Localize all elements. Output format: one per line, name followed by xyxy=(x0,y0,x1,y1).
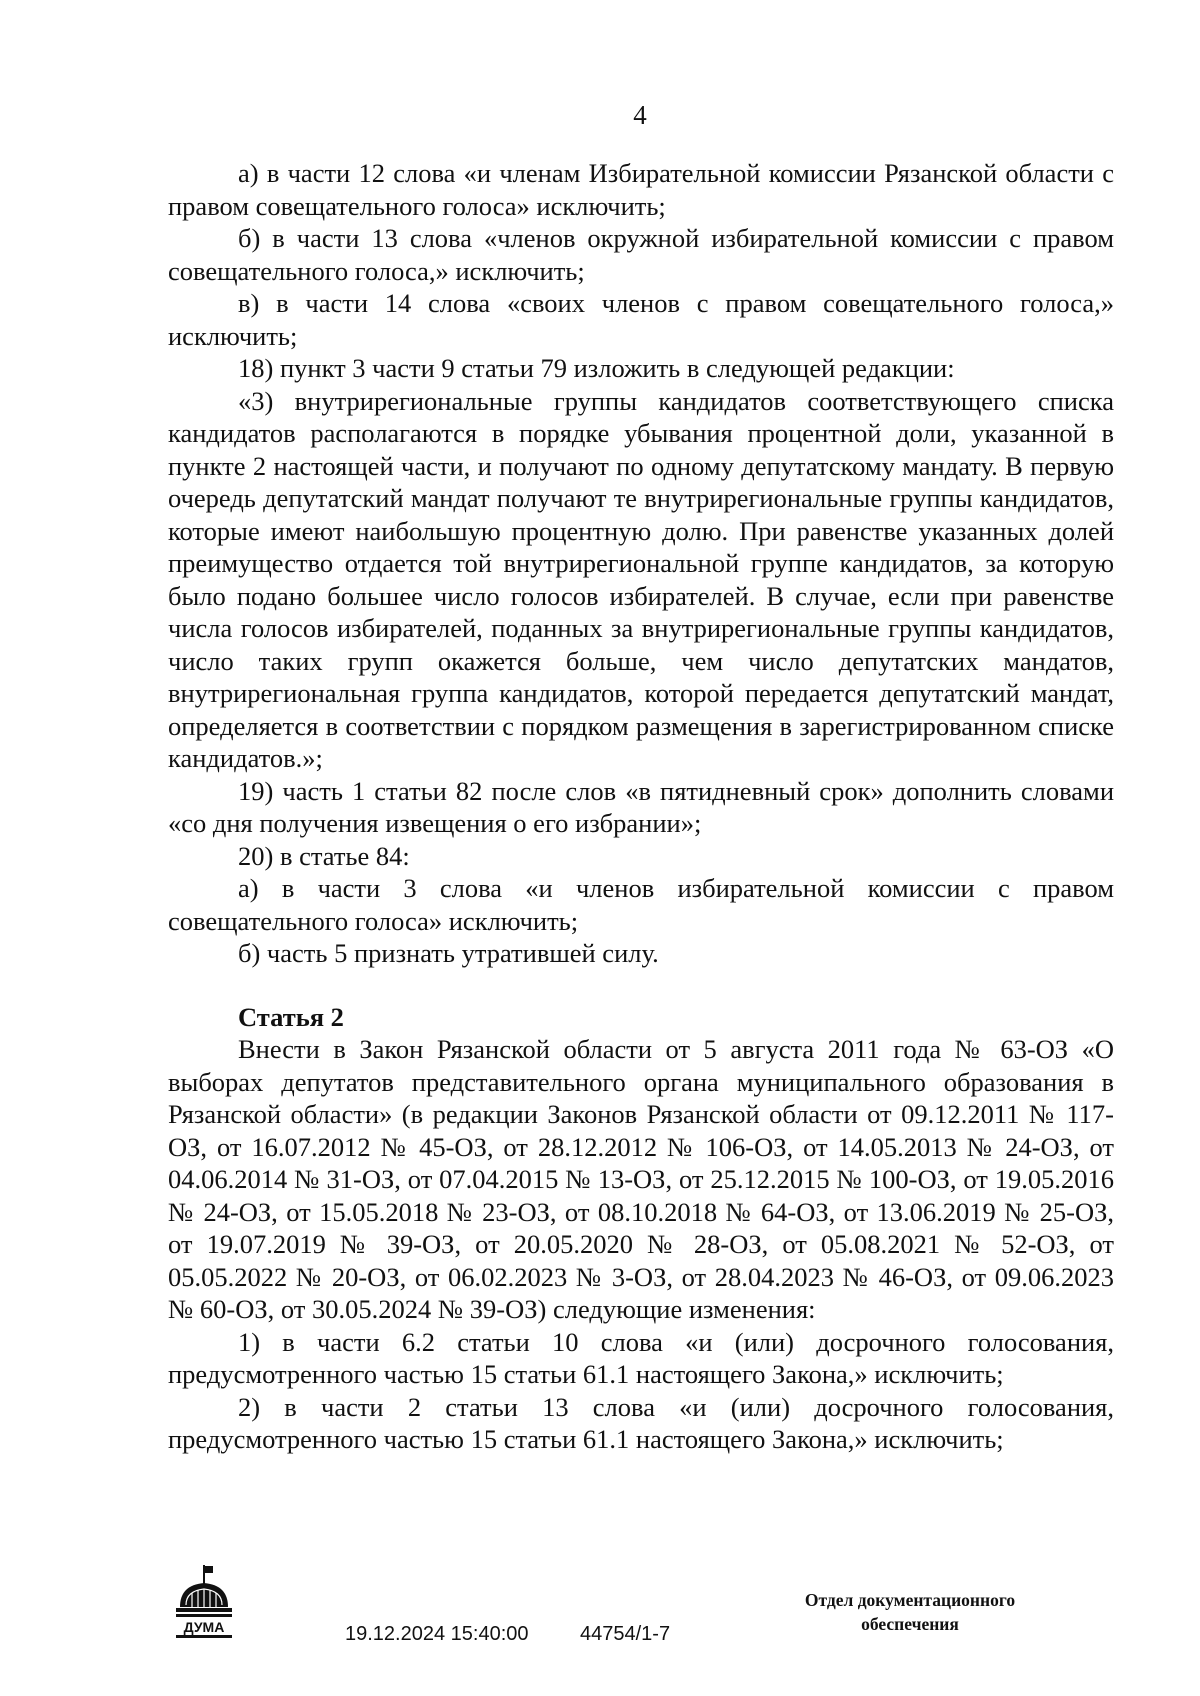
article-heading: Статья 2 xyxy=(238,1001,344,1032)
document-body xyxy=(168,157,1114,1456)
paragraph: 20) в статье 84: xyxy=(238,840,410,871)
page-number: 4 xyxy=(633,100,647,130)
paragraph: 1) в части 6.2 статьи 10 слова «и (или) досрочного голосования, предусмотренного частью 15 статьи 61.1 настоящего Закона,» исключить; xyxy=(168,1326,1114,1389)
paragraph: в) в части 14 слова «своих членов с правом совещательного голоса,» исключить; xyxy=(168,288,1114,351)
duma-logo-icon xyxy=(172,1563,236,1643)
paragraph: б) в части 13 слова «членов окружной избирательной комиссии с правом совещательного голоса,» исключить; xyxy=(168,223,1114,286)
footer-dept-line2: обеспечения xyxy=(861,1614,959,1634)
paragraph: «3) внутрирегиональные группы кандидатов соответствующего списка кандидатов располагаются в порядке убывания процентной доли, указанной в пункте 2 настоящей части, и получают по одному депутатскому мандату. В первую очередь депутатский мандат получают те внутрирегиональные группы кандидатов, которые имеют наибольшую процентную долю. При равенстве указанных долей преимущество отдается той внутрирегиональной группе кандидатов, за которую было подано большее число голосов избирателей. В случае, если при равенстве числа голосов избирателей, поданных за внутрирегиональные группы кандидатов, число таких групп окажется больше, чем число депутатских мандатов, внутрирегиональная группа кандидатов, которой передается депутатский мандат, определяется в соответствии с порядком размещения в зарегистрированном списке кандидатов.»; xyxy=(168,385,1114,773)
paragraph: б) часть 5 признать утратившей силу. xyxy=(238,938,659,968)
paragraph: 18) пункт 3 части 9 статьи 79 изложить в следующей редакции: xyxy=(238,353,955,383)
paragraph: 2) в части 2 статьи 13 слова «и (или) досрочного голосования, предусмотренного частью 15 статьи 61.1 настоящего Закона,» исключить; xyxy=(168,1391,1114,1454)
footer-reg-number: 44754/1-7 xyxy=(580,1623,671,1645)
paragraph: 19) часть 1 статьи 82 после слов «в пятидневный срок» дополнить словами «со дня получения извещения о его избрании»; xyxy=(168,775,1114,838)
footer-department-stamp xyxy=(745,1588,1075,1636)
blank-line xyxy=(168,970,1114,1001)
paragraph: Внести в Закон Рязанской области от 5 августа 2011 года № 63-ОЗ «О выборах депутатов представительного органа муниципального образования в Рязанской области» (в редакции Законов Рязанской области от 09.12.2011 № 117-ОЗ, от 16.07.2012 № 45-ОЗ, от 28.12.2012 № 106-ОЗ, от 14.05.2013 № 24-ОЗ, от 04.06.2014 № 31-ОЗ, от 07.04.2015 № 13-ОЗ, от 25.12.2015 № 100-ОЗ, от 19.05.2016 № 24-ОЗ, от 15.05.2018 № 23-ОЗ, от 08.10.2018 № 64-ОЗ, от 13.06.2019 № 25-ОЗ, от 19.07.2019 № 39-ОЗ, от 20.05.2020 № 28-ОЗ, от 05.08.2021 № 52-ОЗ, от 05.05.2022 № 20-ОЗ, от 06.02.2023 № 3-ОЗ, от 28.04.2023 № 46-ОЗ, от 09.06.2023 № 60-ОЗ, от 30.05.2024 № 39-ОЗ) следующие изменения: xyxy=(168,1034,1114,1324)
paragraph: а) в части 12 слова «и членам Избирательной комиссии Рязанской области с правом совещательного голоса» исключить; xyxy=(168,158,1114,221)
duma-logo-text: ДУМА xyxy=(183,1619,225,1635)
footer-timestamp: 19.12.2024 15:40:00 xyxy=(345,1623,529,1645)
footer-dept-line1: Отдел документационного xyxy=(804,1590,1016,1610)
paragraph: а) в части 3 слова «и членов избирательной комиссии с правом совещательного голоса» исключить; xyxy=(168,873,1114,936)
